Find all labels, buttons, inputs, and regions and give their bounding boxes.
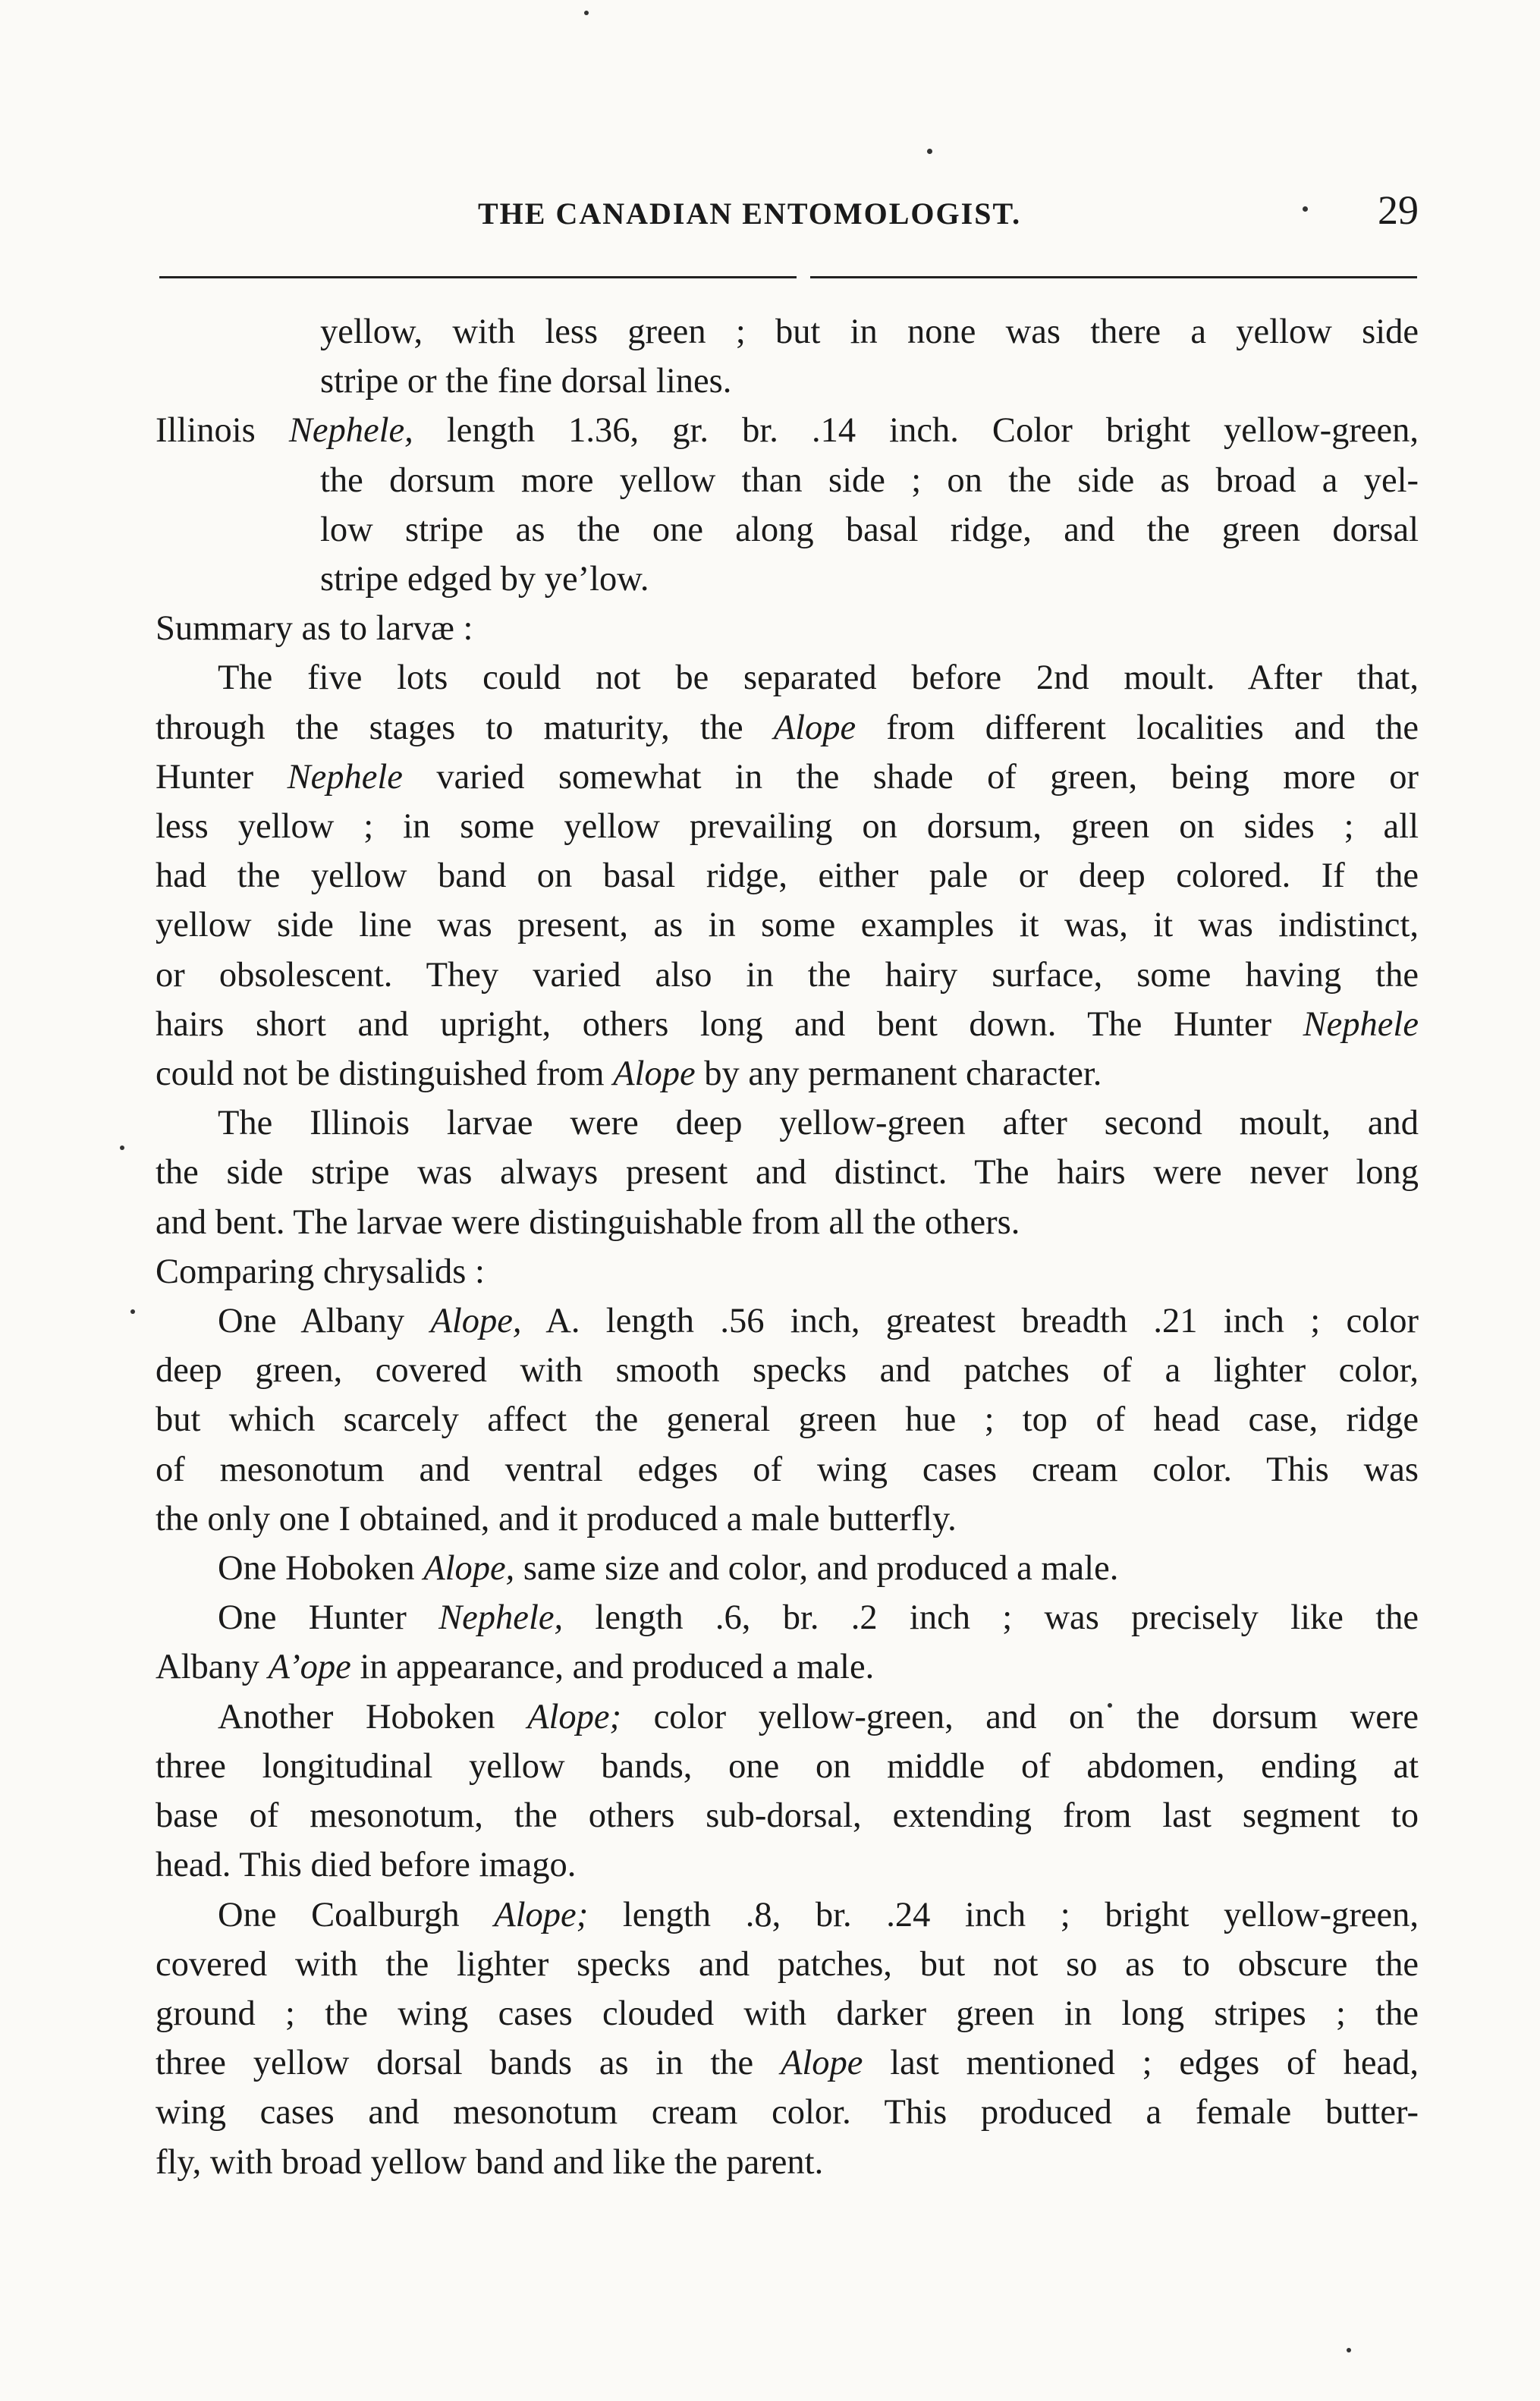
- text-line: Summary as to larvæ :: [156, 609, 473, 649]
- taxon-name: Alope: [613, 1054, 696, 1094]
- paragraph-summary: [156, 653, 1419, 1098]
- paragraph-hunter-nephele: [156, 1593, 1419, 1692]
- text-line: The Illinois larvae were deep yellow-green after second moult, and: [218, 1104, 1419, 1143]
- taxon-name: Alope;: [494, 1895, 589, 1934]
- text-line: three longitudinal yellow bands, one on middle of abdomen, ending at: [156, 1746, 1419, 1786]
- paragraph-hoboken-alope: [156, 1544, 1419, 1593]
- scan-speck: [584, 11, 589, 15]
- scan-speck: [130, 1309, 135, 1314]
- taxon-name: Alope: [780, 2044, 863, 2083]
- running-title: THE CANADIAN ENTOMOLOGIST.: [478, 196, 1022, 231]
- header-rule-left: [159, 276, 797, 278]
- text-line: covered with the lighter specks and patches, but not so as to obscure the: [156, 1944, 1419, 1984]
- header-rule-right: [810, 276, 1417, 278]
- paragraph-coalburgh-alope: [156, 1890, 1419, 2187]
- text-line: Comparing chrysalids :: [156, 1252, 485, 1291]
- text-line: ground ; the wing cases clouded with darker green in long stripes ; the: [156, 1994, 1419, 2033]
- paragraph-continuation: [156, 307, 1419, 406]
- scan-speck: [927, 149, 932, 154]
- text-line: Another Hoboken Alope; color yellow-green, and on the dorsum were: [218, 1697, 1419, 1736]
- text-line: could not be distinguished from Alope by any permanent character.: [156, 1054, 1102, 1094]
- text-line: the side stripe was always present and distinct. The hairs were never long: [156, 1153, 1419, 1193]
- text-line: deep green, covered with smooth specks and patches of a lighter color,: [156, 1351, 1419, 1391]
- text-line: of mesonotum and ventral edges of wing cases cream color. This was: [156, 1450, 1419, 1489]
- paragraph-illinois-larvae: [156, 1098, 1419, 1247]
- text-line: Hunter Nephele varied somewhat in the shade of green, being more or: [156, 757, 1419, 797]
- text-line: low stripe as the one along basal ridge, and the green dorsal: [320, 510, 1419, 549]
- text-line: but which scarcely affect the general green hue ; top of head case, ridge: [156, 1400, 1419, 1440]
- text-line: One Albany Alope, A. length .56 inch, greatest breadth .21 inch ; color: [218, 1302, 1419, 1341]
- taxon-name: A’ope: [268, 1648, 351, 1687]
- text-line: yellow side line was present, as in some examples it was, it was indistinct,: [156, 906, 1419, 945]
- paragraph-another-hoboken: [156, 1692, 1419, 1890]
- text-line: head. This died before imago.: [156, 1846, 577, 1885]
- taxon-name: Alope,: [430, 1302, 522, 1341]
- section-heading-summary: [156, 604, 1419, 653]
- text-line: through the stages to maturity, the Alope from different localities and the: [156, 708, 1419, 747]
- text-line: fly, with broad yellow band and like the parent.: [156, 2142, 824, 2182]
- taxon-name: Nephele: [1303, 1004, 1419, 1044]
- scan-speck: [1347, 2348, 1351, 2352]
- text-line: stripe edged by ye’low.: [320, 560, 649, 599]
- text-line: base of mesonotum, the others sub-dorsal, extending from last segment to: [156, 1796, 1419, 1836]
- text-line: hairs short and upright, others long and bent down. The Hunter Nephele: [156, 1004, 1419, 1044]
- taxon-name: Nephele,: [288, 411, 413, 451]
- paragraph-illinois-nephele: [156, 406, 1419, 604]
- scan-speck: [1303, 206, 1308, 212]
- scan-speck: [120, 1146, 124, 1150]
- paragraph-albany-alope: [156, 1296, 1419, 1544]
- text-line: the dorsum more yellow than side ; on the side as broad a yel-: [320, 460, 1419, 500]
- section-heading-chrysalids: [156, 1247, 1419, 1296]
- text-line: the only one I obtained, and it produced a male butterfly.: [156, 1499, 957, 1538]
- text-line: three yellow dorsal bands as in the Alope last mentioned ; edges of head,: [156, 2044, 1419, 2083]
- text-line: or obsolescent. They varied also in the hairy surface, some having the: [156, 955, 1419, 995]
- text-line: One Coalburgh Alope; length .8, br. .24 inch ; bright yellow-green,: [218, 1895, 1419, 1934]
- page-number: 29: [1378, 187, 1419, 233]
- text-line: wing cases and mesonotum cream color. This produced a female butter-: [156, 2093, 1419, 2132]
- taxon-name: Alope: [773, 708, 856, 747]
- taxon-name: Nephele: [287, 757, 403, 797]
- page-header: [159, 188, 1419, 241]
- text-line: The five lots could not be separated before 2nd moult. After that,: [218, 658, 1419, 698]
- text-line: Albany A’ope in appearance, and produced a male.: [156, 1648, 875, 1687]
- text-line: less yellow ; in some yellow prevailing on dorsum, green on sides ; all: [156, 807, 1419, 847]
- taxon-name: Alope;: [527, 1697, 622, 1736]
- text-line: One Hunter Nephele, length .6, br. .2 inch ; was precisely like the: [218, 1598, 1419, 1638]
- text-line: Illinois Nephele, length 1.36, gr. br. .14 inch. Color bright yellow-green,: [156, 411, 1419, 451]
- text-line: had the yellow band on basal ridge, either pale or deep colored. If the: [156, 856, 1419, 896]
- text-line: One Hoboken Alope, same size and color, and produced a male.: [218, 1549, 1119, 1589]
- page-body: [156, 307, 1419, 2187]
- taxon-name: Nephele,: [438, 1598, 564, 1638]
- text-line: stripe or the fine dorsal lines.: [320, 362, 732, 401]
- text-line: yellow, with less green ; but in none was there a yellow side: [320, 313, 1419, 351]
- text-line: and bent. The larvae were distinguishable from all the others.: [156, 1202, 1020, 1242]
- taxon-name: Alope,: [423, 1549, 515, 1589]
